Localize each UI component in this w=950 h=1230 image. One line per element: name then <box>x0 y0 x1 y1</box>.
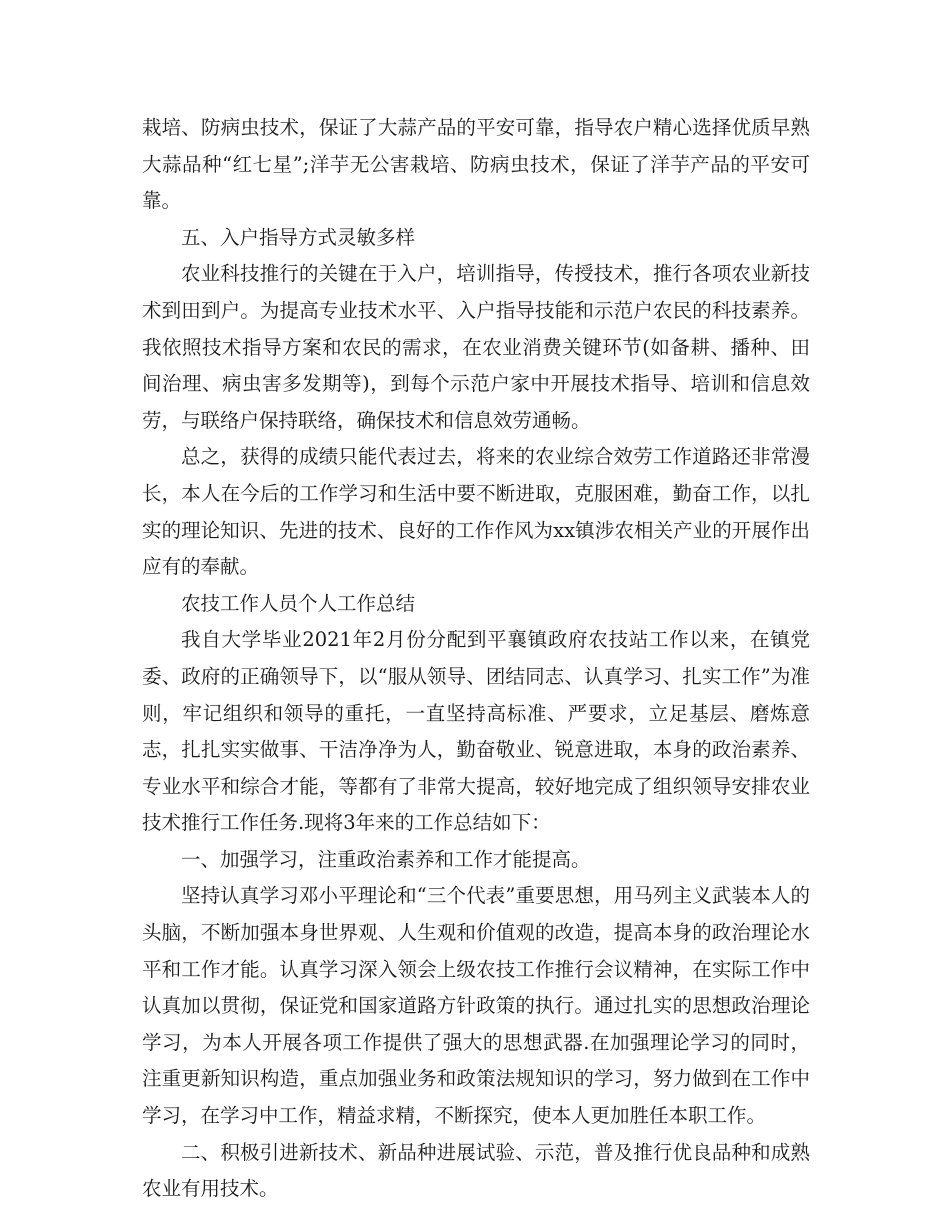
document-title: 农技工作人员个人工作总结 <box>181 591 416 615</box>
paragraph-continuation: 栽培、防病虫技术，保证了大蒜产品的平安可靠，指导农户精心选择优质早熟大蒜品种“红七星”;洋芋无公害栽培、防病虫技术，保证了洋芋产品的平安可靠。 <box>142 116 810 213</box>
section-heading-one: 一、加强学习，注重政治素养和工作才能提高。 <box>181 847 591 871</box>
document-body <box>142 110 810 1208</box>
section-heading-five: 五、入户指导方式灵敏多样 <box>181 225 416 249</box>
paragraph: 农业科技推行的关键在于入户，培训指导，传授技术，推行各项农业新技术到田到户。为提高专业技术水平、入户指导技能和示范户农民的科技素养。我依照技术指导方案和农民的需求，在农业消费关键环节(如备耕、播种、田间治理、病虫害多发期等)，到每个示范户家中开展技术指导、培训和信息效劳，与联络户保持联络，确保技术和信息效劳通畅。 <box>142 262 810 432</box>
paragraph-conclusion: 总之，获得的成绩只能代表过去，将来的农业综合效劳工作道路还非常漫长，本人在今后的工作学习和生活中要不断进取，克服困难，勤奋工作，以扎实的理论知识、先进的技术、良好的工作作风为xx镇涉农相关产业的开展作出应有的奉献。 <box>142 445 810 579</box>
paragraph: 坚持认真学习邓小平理论和“三个代表”重要思想，用马列主义武装本人的头脑，不断加强本身世界观、人生观和价值观的改造，提高本身的政治理论水平和工作才能。认真学习深入领会上级农技工作推行会议精神，在实际工作中认真加以贯彻，保证党和国家道路方针政策的执行。通过扎实的思想政治理论学习，为本人开展各项工作提供了强大的思想武器.在加强理论学习的同时，注重更新知识构造，重点加强业务和政策法规知识的学习，努力做到在工作中学习，在学习中工作，精益求精，不断探究，使本人更加胜任本职工作。 <box>142 884 810 1128</box>
section-heading-two: 二、积极引进新技术、新品种进展试验、示范，普及推行优良品种和成熟农业有用技术。 <box>142 1140 810 1201</box>
paragraph-intro: 我自大学毕业2021年2月份分配到平襄镇政府农技站工作以来，在镇党委、政府的正确领导下，以“服从领导、团结同志、认真学习、扎实工作”为准则，牢记组织和领导的重托，一直坚持高标准、严要求，立足基层、磨炼意志，扎扎实实做事、干洁净净为人，勤奋敬业、锐意进取，本身的政治素养、专业水平和综合才能，等都有了非常大提高，较好地完成了组织领导安排农业技术推行工作任务.现将3年来的工作总结如下： <box>142 628 810 835</box>
